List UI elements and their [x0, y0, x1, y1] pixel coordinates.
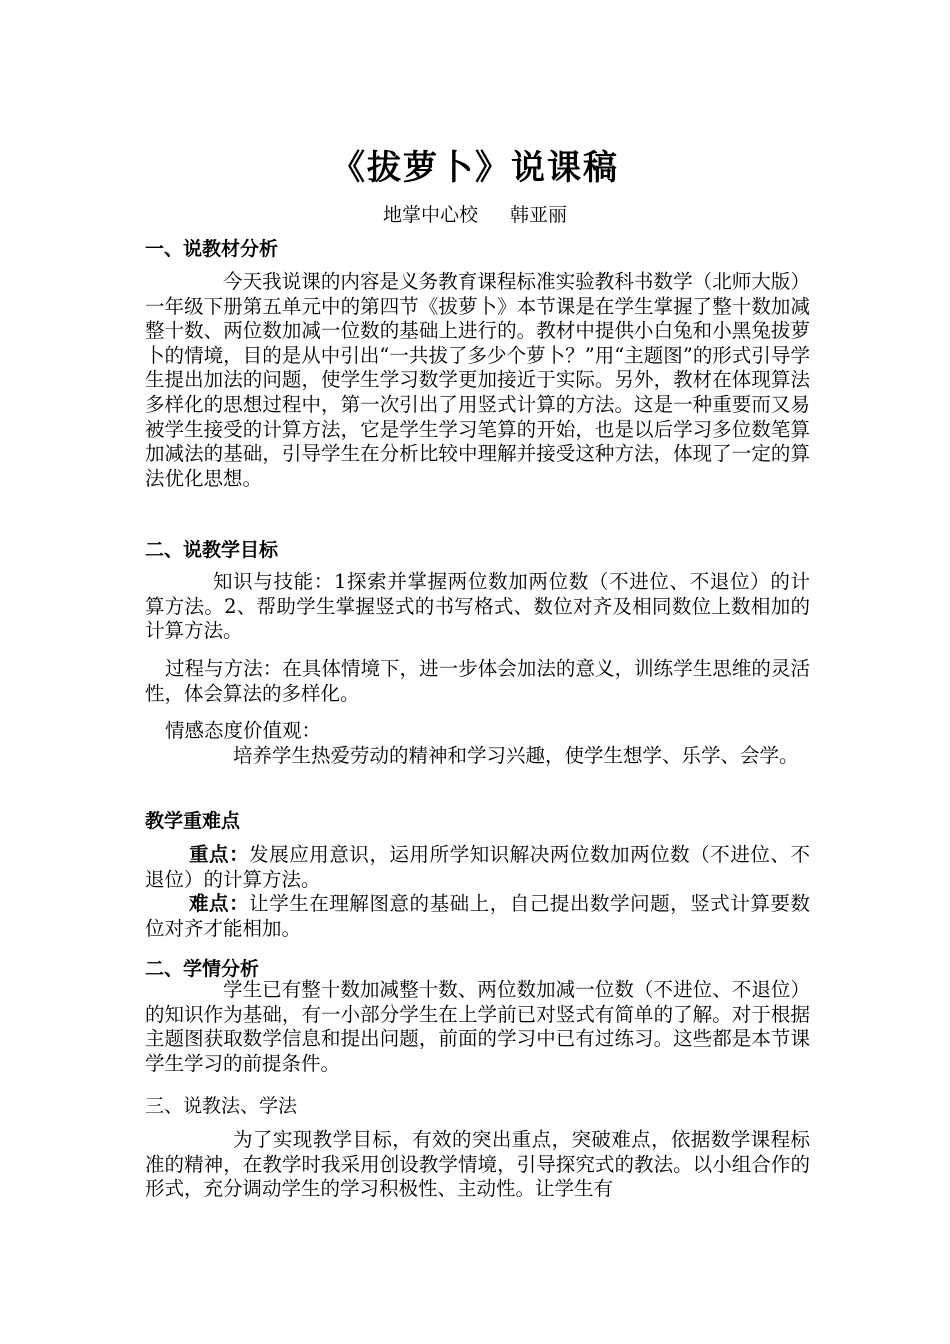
- key-text: 发展应用意识，运用所学知识解决两位数加两位数（不进位、不退位）的计算方法。: [145, 843, 810, 891]
- section-heading-learner-analysis: 二、学情分析: [145, 958, 260, 980]
- school-name: 地掌中心校: [382, 204, 478, 226]
- page-title: 《拔萝卜》说课稿: [331, 148, 619, 188]
- section-heading-textbook: 一、说教材分析: [145, 238, 279, 260]
- paragraph-knowledge-skills: 知识与技能：1探索并掌握两位数加两位数（不进位、不退位）的计算方法。2、帮助学生掌握竖式的书写格式、数位对齐及相同数位上数相加的计算方法。: [145, 570, 810, 643]
- author-line: [0, 200, 950, 227]
- section-heading-methods: 三、说教法、学法: [145, 1095, 298, 1117]
- author-name: 韩亚丽: [510, 204, 568, 226]
- section-heading-goals: 二、说教学目标: [145, 539, 279, 561]
- paragraph-emotion-values: 培养学生热爱劳动的精神和学习兴趣，使学生想学、乐学、会学。: [233, 744, 799, 767]
- paragraph-difficult-point: [145, 892, 810, 941]
- paragraph-process-methods: 过程与方法：在具体情境下，进一步体会加法的意义，训练学生思维的灵活性，体会算法的多样化。: [145, 657, 810, 705]
- paragraph-learner-analysis: 学生已有整十数加减整十数、两位数加减一位数（不进位、不退位）的知识作为基础，有一小部分学生在上学前已对竖式有简单的了解。对于根据主题图获取数学信息和提出问题，前面的学习中已有过练习。这些都是本节课学生学习的前提条件。: [145, 978, 810, 1075]
- paragraph-textbook-analysis: 今天我说课的内容是义务教育课程标准实验教科书数学（北师大版）一年级下册第五单元中的第四节《拔萝卜》本节课是在学生掌握了整十数加减整十数、两位数加减一位数的基础上进行的。教材中提供小白兔和小黑兔拔萝卜的情境，目的是从中引出“一共拔了多少个萝卜？”用“主题图”的形式引导学生提出加法的问题，使学生学习数学更加接近于实际。另外，教材在体现算法多样化的思想过程中，第一次引出了用竖式计算的方法。这是一种重要而又易被学生接受的计算方法，它是学生学习笔算的开始，也是以后学习多位数笔算加减法的基础，引导学生在分析比较中理解并接受这种方法，体现了一定的算法优化思想。: [145, 270, 810, 490]
- emotion-label: 情感态度价值观：: [165, 719, 322, 742]
- difficulty-label: 难点：: [189, 892, 250, 915]
- paragraph-teaching-methods: 为了实现教学目标，有效的突出重点，突破难点，依据数学课程标准的精神，在教学时我采用创设教学情境，引导探究式的教法。以小组合作的形式，充分调动学生的学习积极性、主动性。让学生有: [145, 1128, 810, 1201]
- key-label: 重点：: [189, 843, 250, 866]
- difficulty-text: 让学生在理解图意的基础上，自己提出数学问题，竖式计算要数位对齐才能相加。: [145, 892, 810, 940]
- paragraph-key-point: [145, 843, 810, 892]
- section-heading-key-points: 教学重难点: [145, 810, 241, 832]
